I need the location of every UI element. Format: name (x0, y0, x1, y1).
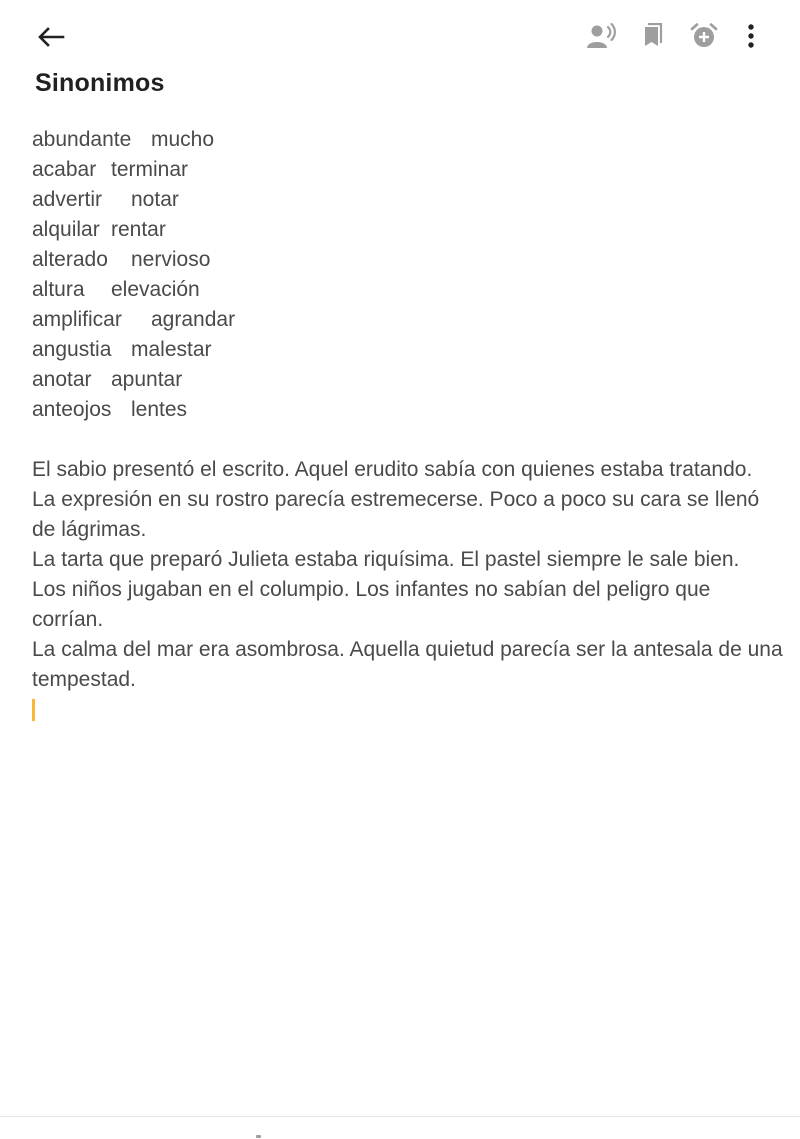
synonym-list (32, 125, 784, 425)
bottom-divider (0, 1116, 800, 1117)
bottom-bar-hint (256, 1135, 261, 1138)
synonym-word: altura (32, 278, 85, 301)
synonym-row (32, 125, 784, 155)
synonym-word: anotar (32, 368, 92, 391)
synonym-row (32, 215, 784, 245)
example-paragraph: El sabio presentó el escrito. Aquel erudito sabía con quienes estaba tratando. (32, 458, 753, 481)
note-body-editor[interactable] (32, 125, 784, 721)
back-arrow-icon (37, 27, 65, 47)
example-paragraph: La calma del mar era asombrosa. Aquella quietud parecía ser la antesala de una tempestad. (32, 638, 783, 691)
synonym-row (32, 395, 784, 425)
text-to-speech-button[interactable] (584, 18, 620, 54)
more-options-button[interactable] (733, 18, 769, 54)
synonym-equivalent: mucho (151, 128, 215, 151)
more-vert-icon (746, 23, 756, 49)
synonym-equivalent: rentar (111, 218, 166, 241)
bookmark-icon (642, 23, 664, 49)
note-title[interactable]: Sinonimos (35, 69, 165, 97)
synonym-equivalent: apuntar (111, 368, 183, 391)
synonym-word: acabar (32, 158, 97, 181)
synonym-row (32, 305, 784, 335)
synonym-row (32, 335, 784, 365)
example-paragraph: Los niños jugaban en el columpio. Los infantes no sabían del peligro que corrían. (32, 578, 711, 631)
synonym-row (32, 365, 784, 395)
synonym-equivalent: nervioso (131, 248, 211, 271)
add-reminder-button[interactable] (686, 18, 722, 54)
synonym-equivalent: agrandar (151, 308, 236, 331)
add-alarm-icon (690, 22, 718, 50)
text-cursor (32, 699, 35, 721)
synonym-equivalent: elevación (111, 278, 200, 301)
synonym-equivalent: notar (131, 188, 179, 211)
synonym-word: amplificar (32, 308, 122, 331)
synonym-row (32, 245, 784, 275)
synonym-word: advertir (32, 188, 103, 211)
synonym-equivalent: lentes (131, 398, 188, 421)
synonym-word: anteojos (32, 398, 112, 421)
example-paragraph: La expresión en su rostro parecía estremecerse. Poco a poco su cara se llenó de lágrimas. (32, 488, 760, 541)
synonym-equivalent: malestar (131, 338, 212, 361)
back-button[interactable] (34, 22, 68, 52)
bookmark-button[interactable] (635, 18, 671, 54)
synonym-row (32, 275, 784, 305)
synonym-word: abundante (32, 128, 132, 151)
app-bar (0, 0, 800, 72)
blank-line (32, 425, 784, 455)
text-to-speech-icon (587, 23, 617, 49)
synonym-row (32, 155, 784, 185)
synonym-word: angustia (32, 338, 112, 361)
synonym-word: alterado (32, 248, 108, 271)
synonym-word: alquilar (32, 218, 100, 241)
example-paragraph: La tarta que preparó Julieta estaba riquísima. El pastel siempre le sale bien. (32, 548, 740, 571)
synonym-equivalent: terminar (111, 158, 189, 181)
synonym-row (32, 185, 784, 215)
